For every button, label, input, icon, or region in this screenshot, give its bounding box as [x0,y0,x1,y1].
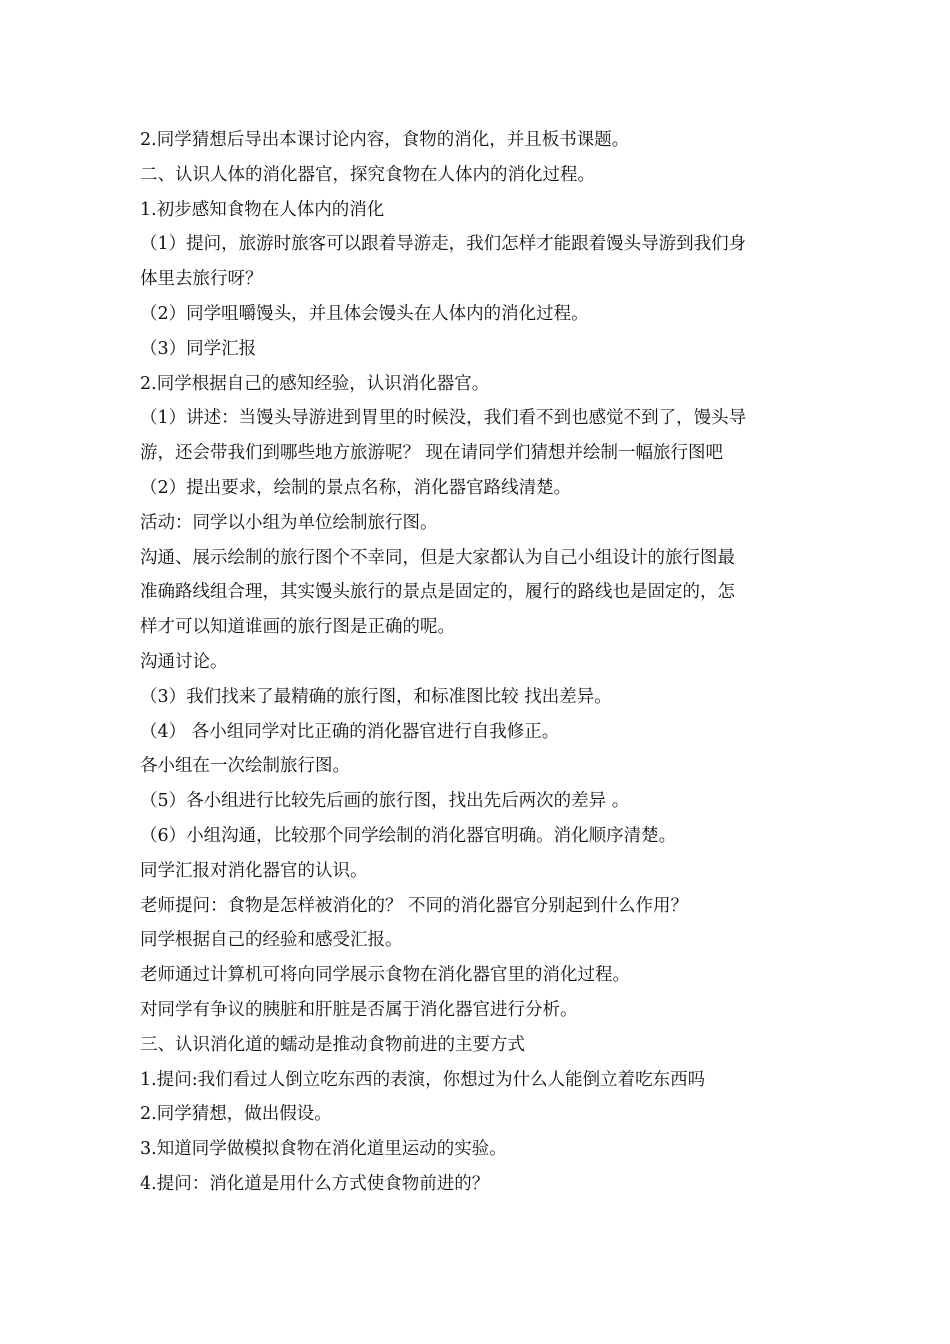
text-line: （1）讲述：当馒头导游进到胃里的时候没，我们看不到也感觉不到了，馒头导 [140,408,747,429]
text-line: 准确路线组合理，其实馒头旅行的景点是固定的，履行的路线也是固定的，怎 [140,582,735,603]
text-line: （6）小组沟通，比较那个同学绘制的消化器官明确。消化顺序清楚。 [140,825,677,846]
text-line: 游，还会带我们到哪些地方旅游呢？ 现在请同学们猜想并绘制一幅旅行图吧 [140,443,724,464]
text-line: 各小组在一次绘制旅行图。 [140,756,350,777]
text-line: 同学汇报对消化器官的认识。 [140,860,368,881]
text-line: 样才可以知道谁画的旅行图是正确的呢。 [140,617,455,638]
text-line: 沟通、展示绘制的旅行图个不幸同，但是大家都认为自己小组设计的旅行图最 [140,547,735,568]
document-body [140,123,820,1202]
text-line: 老师提问：食物是怎样被消化的？ 不同的消化器官分别起到什么作用？ [140,895,689,916]
text-line: 体里去旅行呀？ [140,269,263,290]
text-line: 3.知道同学做模拟食物在消化道里运动的实验。 [140,1139,507,1160]
text-line: 沟通讨论。 [140,651,228,672]
text-line: 2.同学猜想后导出本课讨论内容，食物的消化，并且板书课题。 [140,130,630,150]
text-line: （3）同学汇报 [140,338,257,359]
text-line: 对同学有争议的胰脏和肝脏是否属于消化器官进行分析。 [140,999,578,1020]
text-line: 1.初步感知食物在人体内的消化 [140,199,385,220]
text-line: （1）提问，旅游时旅客可以跟着导游走，我们怎样才能跟着馒头导游到我们身 [140,234,747,255]
text-line: 活动：同学以小组为单位绘制旅行图。 [140,512,438,533]
section-heading: 三、认识消化道的蠕动是推动食物前进的主要方式 [140,1034,525,1055]
text-line: （2）提出要求，绘制的景点名称，消化器官路线清楚。 [140,477,572,498]
section-heading: 二、认识人体的消化器官，探究食物在人体内的消化过程。 [140,164,595,185]
text-line: （5）各小组进行比较先后画的旅行图，找出先后两次的差异 。 [140,791,630,812]
text-line: （4） 各小组同学对比正确的消化器官进行自我修正。 [140,721,560,742]
text-line: （2）同学咀嚼馒头，并且体会馒头在人体内的消化过程。 [140,303,589,324]
text-line: 2.同学猜想，做出假设。 [140,1104,332,1125]
text-line: 2.同学根据自己的感知经验，认识消化器官。 [140,373,490,394]
text-line: 同学根据自己的经验和感受汇报。 [140,930,403,951]
text-line: （3）我们找来了最精确的旅行图，和标准图比较 找出差异。 [140,686,612,707]
text-line: 1.提问:我们看过人倒立吃东西的表演，你想过为什么人能倒立着吃东西吗 [140,1069,706,1090]
text-line: 4.提问：消化道是用什么方式使食物前进的？ [140,1173,490,1194]
text-line: 老师通过计算机可将向同学展示食物在消化器官里的消化过程。 [140,965,630,986]
